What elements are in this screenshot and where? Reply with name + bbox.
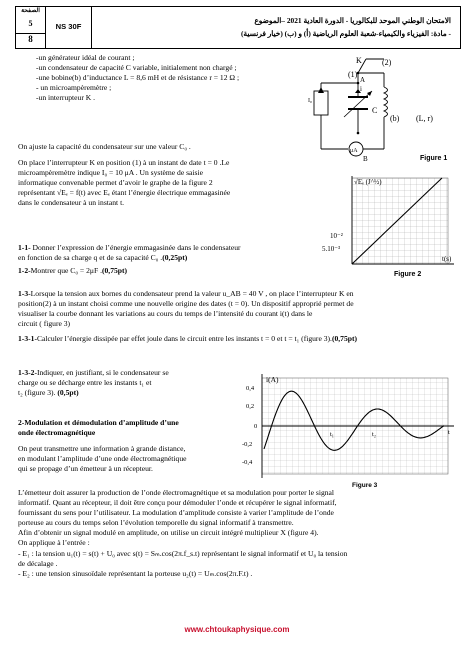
section-2-full-line: - E₂ : une tension sinusoïdale représentant la porteuse u₂(t) = Uₘ.cos(2π.F.t) . [18,568,253,578]
q132-label: 1-3-2- [18,368,37,377]
q11-label: 1-1- [18,243,31,252]
intro-line: On ajuste la capacité du condensateur sur une valeur C₀ . [18,142,191,151]
current-source-icon [314,91,328,115]
fig2-xlabel: t(s) [442,255,452,263]
microammeter-icon: μA [350,148,358,154]
page-header [15,6,461,49]
fig2-ylabel: √Eₑ (J^½) [354,178,382,186]
node-b-label: B [363,155,368,163]
page-number-box [16,7,46,48]
section-2-line: qui se propage d’un émetteur à un récepteur. [18,464,153,474]
q13-line1: Lorsque la tension aux bornes du condensateur prend la valeur u_AB = 40 V , on place l’interrupteur K en [30,289,354,298]
switch-pos-2: (2) [382,58,392,67]
intro-line: dans le condensateur à un instant t. [18,198,125,208]
q13-line4: circuit ( figure 3) [18,319,71,329]
list-item: -un interrupteur K . [36,93,96,103]
intro-paragraph [18,142,318,209]
intro-line: microampèremètre indique I₀ = 10 μA . Un système de saisie [18,168,203,178]
q11-line2: en fonction de sa charge q et de sa capacité C₀ . [18,253,163,263]
exam-titles [92,7,460,48]
q12-points: (0,75pt) [101,266,128,276]
current-label: i [360,85,362,93]
coil-label: (b) [390,114,400,123]
section-2-full-line: fournissant du sens pour l’utilisateur. La modulation d’amplitude consiste à varier l’amplitude de l’onde [18,508,334,518]
footer-url[interactable]: www.chtoukaphysique.com [184,625,290,634]
switch-pos-1: (1) [348,70,358,79]
q132-points: (0,5pt) [57,388,79,398]
fig2-tick-1e-2: 10⁻² [330,232,343,240]
figure-1-circuit [308,53,466,163]
q13-line2: position(2) à un instant choisi comme une nouvelle origine des dates (t = 0). Un dispositif approprié permet de [18,299,354,309]
question-1-1 [18,243,318,276]
page-number: 5 [28,19,33,29]
list-item: -une bobine(b) d’inductance L = 8,6 mH et de résistance r = 12 Ω ; [36,73,240,83]
fig3-ytick: 0,4 [246,385,255,392]
fig3-ytick: 0 [254,423,258,430]
q131-label: 1-3-1- [18,334,37,344]
q131-points: (0,75pt) [331,334,358,344]
switch-label: K [356,56,362,65]
page-total: 8 [16,33,45,46]
q12-text: Montrer que C₀ = 2μF . [30,266,102,276]
section-2-full-line: On applique à l’entrée : [18,538,90,548]
question-1-3-2 [18,368,228,398]
q13-label: 1-3- [18,289,31,298]
section-2 [18,418,233,474]
q132-line2: charge ou se décharge entre les instants t₁ et [18,378,152,388]
fig3-t1-label: t₁ [330,431,335,438]
node-a-label: A [360,76,366,84]
section-2-full-line: L’émetteur doit assurer la production de l’onde électromagnétique et sa modulation pour porter le signal [18,488,335,497]
figure-1-caption: Figure 1 [420,155,448,162]
exam-code: NS 30F [46,7,92,48]
question-1-3 [18,289,464,344]
intro-line: représentant √Eₑ = f(t) avec Eₑ étant l’énergie électrique emmagasinée [18,188,231,198]
list-item: -un générateur idéal de courant ; [36,53,135,62]
section-2-full-line: porteuse au cours du temps selon l’évolution temporelle du signal informatif à transmettre. [18,518,294,528]
section-2-line: On peut transmettre une information à grande distance, [18,444,186,454]
coil-params-label: (L, r) [416,114,433,123]
list-item: -un condensateur de capacité C variable, initialement non chargé ; [36,63,237,73]
q132-line1: Indiquer, en justifiant, si le condensateur se [36,368,169,377]
section-2-full-line: informatif. Quant au récepteur, il doit être conçu pour démoduler l’onde et récupérer le signal informatif, [18,498,337,508]
fig3-ytick: -0,2 [242,441,253,448]
q131-text: Calculer l’énergie dissipée par effet joule dans le circuit entre les instants t = 0 et t = t₁ (figure 3). [36,334,332,344]
component-list [36,53,306,103]
q12-label: 1-2- [18,266,31,276]
section-2-body [18,488,464,579]
section-2-full-line: Afin d’obtenir un signal modulé en amplitude, on utilise un circuit intégré multiplieur X (figure 4). [18,528,319,538]
figure-3-chart [232,370,460,490]
section-2-full-line: - E₁ : la tension u₁(t) = s(t) + U₀ avec s(t) = Sₘ.cos(2π.f_s.t) représentant le signal informatif et U₀ la tension [18,548,348,558]
section-2-title-line2: onde électromagnétique [18,428,96,438]
fig3-ylabel: i(A) [266,375,279,384]
exam-title-line2: - مادة: الفيزياء والكيمياء-شعبة العلوم الرياضية (أ) و (ب) (خيار فرنسية) [240,29,451,38]
section-2-title-line1: 2-Modulation et démodulation d’amplitude d’une [18,418,179,427]
fig3-t2-label: t₂ [372,431,377,438]
section-2-line: en modulant l’amplitude d’une onde électromagnétique [18,454,187,464]
fig3-ytick: 0,2 [246,403,255,410]
source-label: I₀ [308,98,313,104]
section-2-full-line: de décalage . [18,558,58,568]
list-item: - un microampèremètre ; [36,83,112,93]
capacitor-label: C [372,106,378,115]
q132-line3: t₂ (figure 3). [18,388,56,398]
q11-points: (0,25pt) [162,253,188,263]
fig3-xlabel: t [448,429,450,436]
intro-line: On place l’interrupteur K en position (1) à un instant de date t = 0 .Le [18,158,230,168]
page-label: الصفحة [21,8,40,14]
q13-line3: visualiser la courbe donnant les variations au cours du temps de l’intensité du courant i(t) dans le [18,309,313,319]
intro-line: informatique convenable permet d’avoir le graphe de la figure 2 [18,178,213,188]
exam-title-line1: الامتحان الوطني الموحد للبكالوريا - الدورة العادية 2021 –الموضوع [254,16,451,26]
fig2-tick-5e-3: 5.10⁻³ [322,245,341,253]
q11-line1: Donner l’expression de l’énergie emmagasinée dans le condensateur [30,243,241,252]
fig3-ytick: -0,4 [242,459,253,466]
figure-3-caption: Figure 3 [352,482,378,489]
figure-2-chart [314,172,464,282]
figure-2-caption: Figure 2 [394,271,422,278]
